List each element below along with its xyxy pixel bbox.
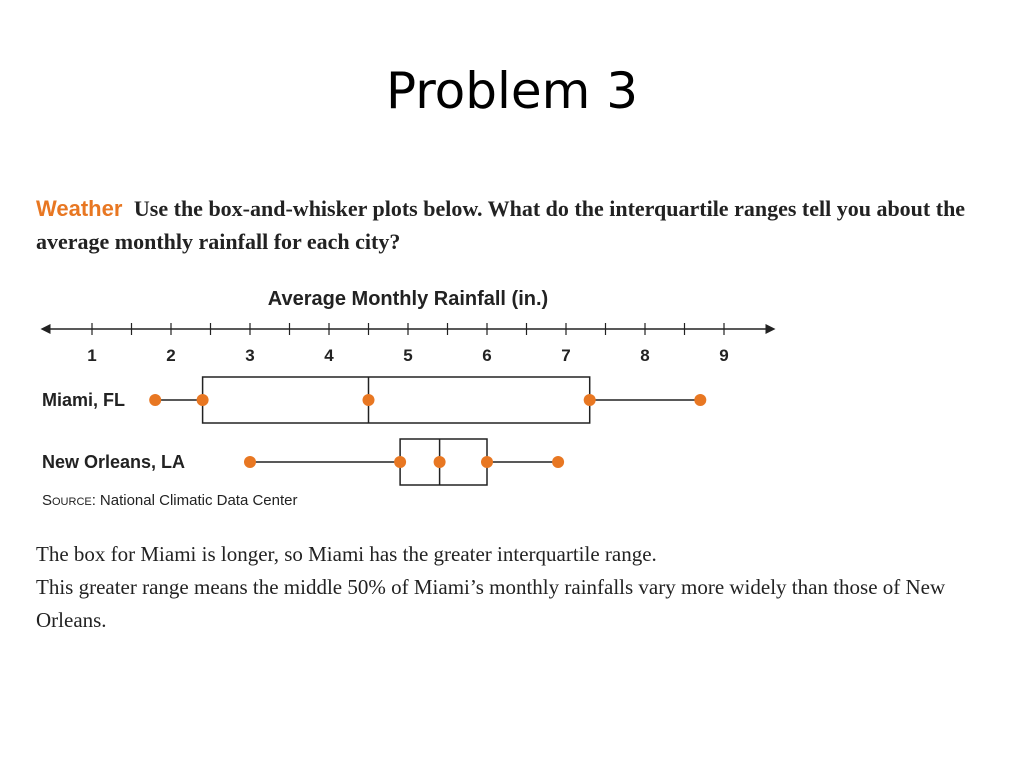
series-label: Miami, FL <box>42 390 126 410</box>
tick-label: 4 <box>324 346 334 365</box>
point-median <box>434 456 446 468</box>
source-text: National Climatic Data Center <box>99 492 298 509</box>
problem-statement <box>36 192 986 258</box>
point-q1 <box>197 394 209 406</box>
axis-arrow-right <box>766 324 776 334</box>
tick-label: 9 <box>719 346 729 365</box>
series-label: New Orleans, LA <box>42 452 186 472</box>
problem-topic: Weather <box>36 196 123 221</box>
answer-explanation <box>36 538 996 637</box>
box-plot-chart <box>0 275 800 515</box>
tick-label: 1 <box>87 346 97 365</box>
slide-title: Problem 3 <box>385 62 639 120</box>
axis-arrow-left <box>41 324 51 334</box>
point-min <box>149 394 161 406</box>
answer-line-1: The box for Miami is longer, so Miami has the greater interquartile range. <box>36 542 657 566</box>
chart-title: Average Monthly Rainfall (in.) <box>267 288 549 310</box>
source-note <box>42 492 297 509</box>
source-label: Source: <box>42 492 96 509</box>
box-plot-new-orleans <box>42 439 564 485</box>
tick-label: 7 <box>561 346 571 365</box>
point-q1 <box>394 456 406 468</box>
iqr-box <box>203 377 590 423</box>
tick-label: 6 <box>482 346 492 365</box>
tick-label: 2 <box>166 346 176 365</box>
tick-label: 8 <box>640 346 650 365</box>
box-plot-miami <box>42 377 706 423</box>
point-max <box>552 456 564 468</box>
box-plots <box>42 377 706 485</box>
point-median <box>363 394 375 406</box>
point-q3 <box>584 394 596 406</box>
point-max <box>694 394 706 406</box>
point-min <box>244 456 256 468</box>
point-q3 <box>481 456 493 468</box>
tick-label: 3 <box>245 346 255 365</box>
tick-label: 5 <box>403 346 413 365</box>
answer-line-2: This greater range means the middle 50% of Miami’s monthly rainfalls vary more widely than those of New Orleans. <box>36 575 946 632</box>
problem-question: Use the box-and-whisker plots below. What do the interquartile ranges tell you about the average monthly rainfall for each city? <box>36 196 966 254</box>
